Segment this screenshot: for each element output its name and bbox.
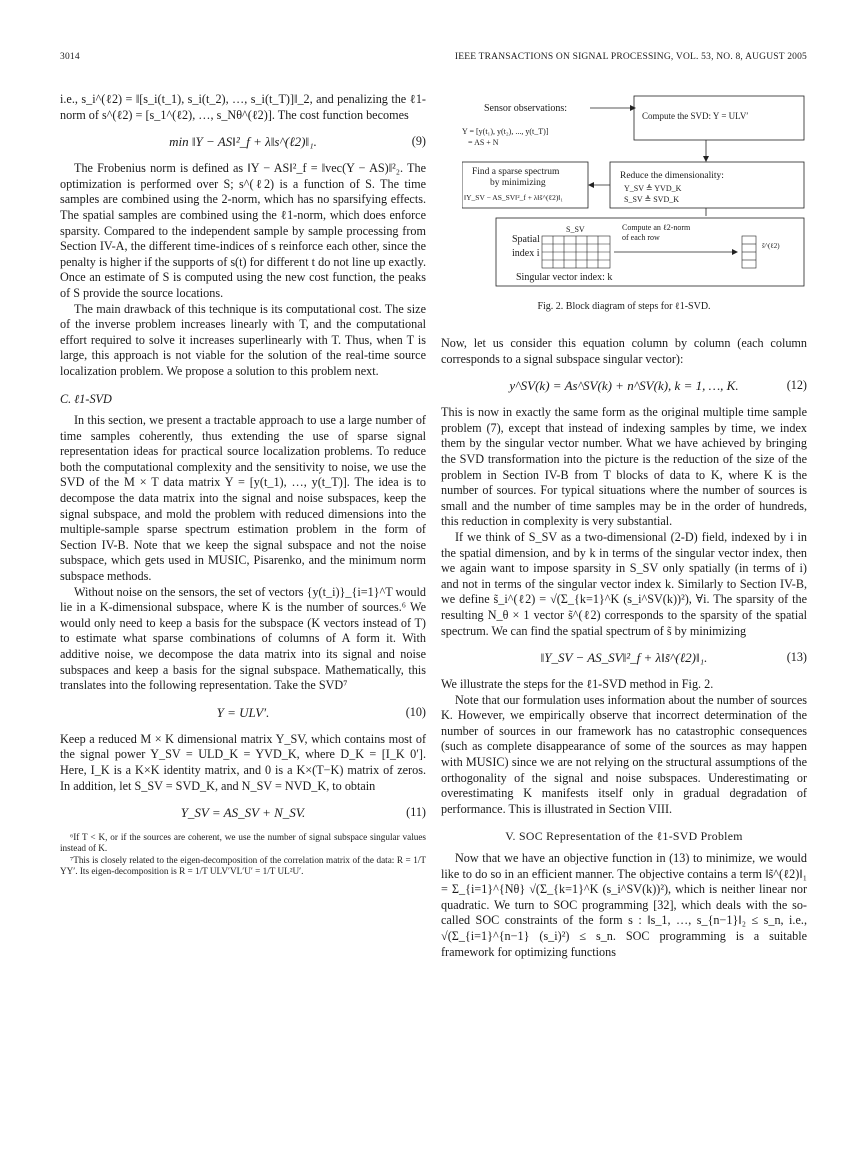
- footnote: ⁷This is closely related to the eigen-decomposition of the correlation matrix of the data: R = 1/T YY′. Its eigen-decomposition is R = 1/T ULV′VL′U′ = 1/T UL²U′.: [60, 854, 426, 876]
- equation-12: y^SV(k) = As^SV(k) + n^SV(k), k = 1, …, K. (12): [509, 378, 807, 394]
- footnote: ⁶If T < K, or if the sources are coherent, we use the number of signal subspace singular values instead of K.: [60, 832, 426, 854]
- footnotes: [60, 832, 426, 877]
- paragraph: Without noise on the sensors, the set of vectors {y(t_i)}_{i=1}^T would lie in a K-dimensional subspace, where K is the number of sources.⁶ We would only need to keep a basis for the subspace (K vectors instead of T) to estimate what sparse combinations of columns of A form it. With additive noise, we decompose the data matrix into its signal and noise subspaces and keep a basis for the signal subspace. Mathematically, this translates into the following representation. Take the SVD⁷: [60, 584, 426, 693]
- find-sparse-box-2: by minimizing: [490, 178, 546, 188]
- journal-header: IEEE TRANSACTIONS ON SIGNAL PROCESSING, VOL. 53, NO. 8, AUGUST 2005: [454, 52, 807, 62]
- section-heading: V. SOC Representation of the ℓ1-SVD Problem: [505, 829, 743, 844]
- block-diagram-figure: [462, 94, 806, 290]
- find-sparse-box-3: ‖Y_SV − AS_SV‖²_f + λ‖s̃^(ℓ2)‖₁: [464, 193, 564, 202]
- equation-13: ‖Y_SV − AS_SV‖²_f + λ‖s̃^(ℓ2)‖₁. (13): [540, 650, 807, 666]
- equation-10: Y = ULV′. (10): [216, 704, 426, 720]
- paragraph: Note that our formulation uses information about the number of sources K. However, we empirically observe that incorrect determination of the number of sources in our framework has no catastrophic consequences (such as complete disappearance of some of the sources as may happen with MUSIC) since we are not relying on the structural assumptions of the orthogonality of the signal and noise subspaces. Underestimating or overestimating K manifests itself only in gradual degradation of performance. This is illustrated in Section VIII.: [441, 692, 807, 816]
- ssv-matrix-grid: [542, 236, 610, 268]
- equation-11: Y_SV = AS_SV + N_SV. (11): [180, 805, 426, 821]
- compute-l2-label: Compute an ℓ2-norm: [622, 223, 691, 232]
- paragraph: We illustrate the steps for the ℓ1-SVD method in Fig. 2.: [441, 677, 714, 692]
- page-number: 3014: [60, 52, 80, 62]
- paragraph: Now, let us consider this equation column by column (each column corresponds to a signal subspace singular vector):: [441, 336, 807, 366]
- paragraph: In this section, we present a tractable approach to use a large number of time samples coherently, thus extending the use of sparse signal representation ideas for practical source localization problems. To reduce both the computational complexity and the sensitivity to noise, we use the SVD of the M × T data matrix Y = [y(t_1), …, y(t_T)]. The idea is to decompose the data matrix into the signal and noise subspaces, keep the signal subspace, and mold the problem with reduced dimensions into the multiple-sample sparse spectrum estimation problem in the form of Section IV-B. Note that we keep the signal subspace and not the noise subspace, which gets used in MUSIC, Pisarenko, and the minimum norm subspace methods.: [60, 413, 426, 584]
- sensor-observations-label: Sensor observations:: [484, 103, 568, 114]
- find-sparse-box: Find a sparse spectrum: [472, 167, 560, 177]
- section-heading: C. ℓ1-SVD: [60, 391, 112, 406]
- right-column: [441, 336, 807, 960]
- paragraph: This is now in exactly the same form as the original multiple time sample problem (7), except that instead of indexing samples by time, we index them by the singular vector number. What we have achieved by bringing the SVD transformation into the picture is the reduction of the size of the problem in Section IV-B from T blocks of data to K, where K is the number of sources. For typical situations where the number of sources is small and the number of time samples may be in the order of hundreds, this reduction in complexity is very substantial.: [441, 405, 807, 529]
- compute-svd-box: Compute the SVD: Y = ULV′: [642, 111, 749, 121]
- paragraph: The main drawback of this technique is its computational cost. The size of the inverse problem increases linearly with T, and the computational effort required to solve it increases superlinearly with T. Thus, when T is large, this approach is not viable for the solution of the real-time source localization problem. We propose a solution to this problem next.: [60, 301, 426, 378]
- reduce-eq-1: Y_SV ≜ YVD_K: [624, 184, 682, 193]
- reduce-eq-2: S_SV ≜ SVD_K: [624, 195, 680, 204]
- paragraph: The Frobenius norm is defined as ‖Y − AS‖²_f = ‖vec(Y − AS)‖²₂. The optimization is performed over S; s^(ℓ2) is a function of S. The time samples are combined using the 2-norm, which has no sparsifying effects. The spatial samples are combined using the ℓ1-norm, which does enforce sparsity. Compared to the independent sample by sample processing from Section IV-A, the different time-indices of s reinforce each other, since the penalty is higher if the supports of s(t) for different t do not line up exactly. Once an estimate of S is computed using the new cost function, the peaks of S provide the source locations.: [60, 161, 426, 300]
- s-tilde-vector: [742, 236, 756, 268]
- ssv-label: S_SV: [566, 225, 585, 234]
- paragraph: Now that we have an objective function in (13) to minimize, we would like to do so in an efficient manner. The objective contains a term ‖s̃^(ℓ2)‖₁ = Σ_{i=1}^{Nθ} √(Σ_{k=1}^K (s_i^SV(k))²), which is neither linear nor quadratic. We turn to SOC programming [32], which deals with the so-called SOC constraints of the form s : ‖s_1, …, s_{n−1}‖₂ ≤ s_n, i.e., √(Σ_{i=1}^{n−1} (s_i)²) ≤ s_n. SOC programming is a suitable framework for optimizing functions: [441, 851, 807, 959]
- y-definition: Y = [y(t₁), y(t₂), ..., y(t_T)]: [462, 127, 549, 136]
- y-definition-2: = AS + N: [468, 138, 499, 147]
- compute-l2-label-2: of each row: [622, 233, 660, 242]
- paragraph: If we think of S_SV as a two-dimensional (2-D) field, indexed by i in the spatial dimension, and by k in terms of the singular vector index, then we again want to impose sparsity in S_SV only spatially (in terms of i) and not in terms of the singular vector index k. Similarly to Section IV-B, we define s̃_i^(ℓ2) = √(Σ_{k=1}^K (s_i^SV(k))²), ∀i. The sparsity of the resulting N_θ × 1 vector s̃^(ℓ2) corresponds to the sparsity of the spatial spectrum. We can find the spatial spectrum of s̃ by minimizing: [441, 529, 807, 638]
- spatial-index-label: Spatial: [512, 234, 540, 245]
- reduce-dimensionality-box: Reduce the dimensionality:: [620, 171, 724, 181]
- paragraph: Keep a reduced M × K dimensional matrix Y_SV, which contains most of the signal power Y_SV = ULD_K = YVD_K, where D_K = [I_K 0′]. Here, I_K is a K×K identity matrix, and 0 is a K×(T−K) matrix of zeros. In addition, let S_SV = SVD_K, and N_SV = NVD_K, to obtain: [60, 731, 426, 793]
- equation-9: min ‖Y − AS‖²_f + λ‖s^(ℓ2)‖₁. (9): [169, 134, 426, 150]
- paragraph: i.e., s_i^(ℓ2) = ‖[s_i(t_1), s_i(t_2), …, s_i(t_T)]‖_2, and penalizing the ℓ1-norm of s^(ℓ2) = [s_1^(ℓ2), …, s_Nθ^(ℓ2)]. The cost function becomes: [60, 92, 426, 122]
- figure-caption: Fig. 2. Block diagram of steps for ℓ1-SVD.: [537, 301, 711, 312]
- spatial-index-label-2: index i: [512, 248, 540, 259]
- singular-index-label: Singular vector index: k: [516, 272, 613, 283]
- s-tilde-label: s̃^(ℓ2): [762, 242, 780, 250]
- left-column: [60, 92, 426, 877]
